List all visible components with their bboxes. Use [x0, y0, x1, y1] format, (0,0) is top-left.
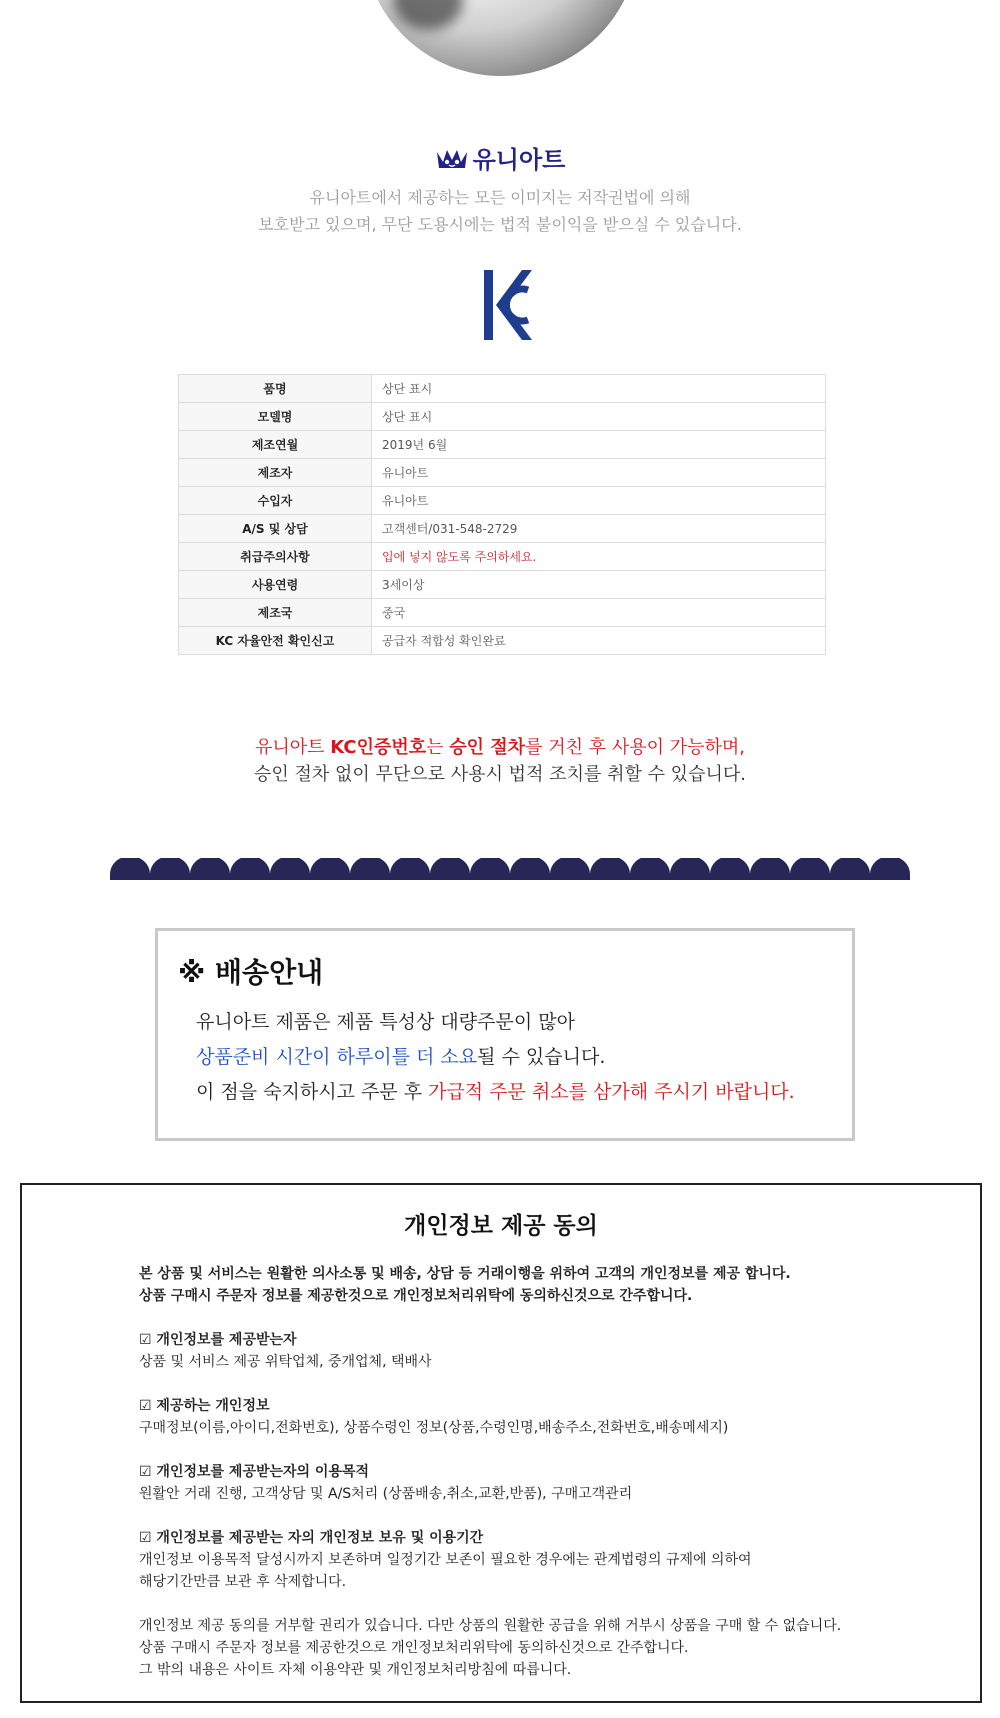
privacy-intro — [139, 1263, 841, 1307]
shipping-text — [196, 1005, 795, 1110]
section-line: 개인정보 이용목적 달성시까지 보존하며 일정기간 보존이 필요한 경우에는 관계법령의 규제에 의하여 — [139, 1552, 752, 1568]
shipping-text-part: 이 점을 숙지하시고 주문 후 — [196, 1081, 429, 1103]
spec-label: 수입자 — [179, 487, 372, 515]
kc-notice-text: 는 — [426, 737, 450, 758]
closing-line: 개인정보 제공 동의를 거부할 권리가 있습니다. 다만 상품의 원활한 공급을 위해 거부시 상품을 구매 할 수 없습니다. — [139, 1618, 842, 1634]
spec-value: 중국 — [372, 599, 826, 627]
kc-notice-text: KC인증번호 — [330, 737, 427, 758]
spec-label: 모델명 — [179, 403, 372, 431]
spec-label: 제조연월 — [179, 431, 372, 459]
section-heading: ☑ 제공하는 개인정보 — [139, 1398, 270, 1414]
kc-notice-line1 — [0, 734, 1000, 761]
brand-header — [0, 140, 1000, 176]
table-row — [179, 375, 826, 403]
spec-value: 유니아트 — [372, 487, 826, 515]
scallop-divider — [110, 858, 910, 880]
section-line: 해당기간만큼 보관 후 삭제합니다. — [139, 1574, 347, 1590]
kc-notice-text: 를 거친 후 사용이 가능하며, — [525, 737, 746, 758]
privacy-section-retention — [139, 1527, 841, 1593]
spec-label: KC 자율안전 확인신고 — [179, 627, 372, 655]
shipping-warning: 가급적 주문 취소를 삼가해 주시기 바랍니다. — [428, 1081, 795, 1103]
shipping-notice-box — [155, 928, 855, 1141]
privacy-section-items — [139, 1395, 841, 1439]
table-row — [179, 543, 826, 571]
spec-value: 2019년 6월 — [372, 431, 826, 459]
spec-value: 상단 표시 — [372, 375, 826, 403]
kc-notice-text: 승인 절차 — [449, 737, 526, 758]
section-heading: ☑ 개인정보를 제공받는자의 이용목적 — [139, 1464, 370, 1480]
section-line: 원활안 거래 진행, 고객상담 및 A/S처리 (상품배송,취소,교환,반품), 구매고객관리 — [139, 1486, 633, 1502]
spec-label: 제조자 — [179, 459, 372, 487]
spec-value: 공급자 적합성 확인완료 — [372, 627, 826, 655]
privacy-title: 개인정보 제공 동의 — [404, 1213, 598, 1239]
brand-name: 유니아트 — [472, 146, 566, 174]
table-row — [179, 627, 826, 655]
table-row — [179, 403, 826, 431]
shipping-highlight: 상품준비 시간이 하루이틀 더 소요 — [196, 1046, 478, 1068]
privacy-intro-line: 상품 구매시 주문자 정보를 제공한것으로 개인정보처리위탁에 동의하신것으로 간주합니다. — [139, 1288, 693, 1304]
table-row — [179, 515, 826, 543]
section-heading: ☑ 개인정보를 제공받는자 — [139, 1332, 297, 1348]
table-row — [179, 571, 826, 599]
spec-value: 유니아트 — [372, 459, 826, 487]
privacy-closing — [139, 1615, 841, 1681]
shipping-line: 유니아트 제품은 제품 특성상 대량주문이 많아 — [196, 1011, 575, 1033]
privacy-body — [139, 1263, 841, 1681]
table-row — [179, 487, 826, 515]
shipping-line — [196, 1040, 795, 1075]
product-photo-circle — [363, 0, 639, 76]
product-spec-table — [178, 374, 826, 655]
privacy-consent-box — [20, 1183, 982, 1703]
kc-notice-text: 유니아트 — [254, 737, 331, 758]
kc-usage-notice — [0, 734, 1000, 788]
spec-label: 제조국 — [179, 599, 372, 627]
copyright-notice — [0, 184, 1000, 238]
privacy-intro-line: 본 상품 및 서비스는 원활한 의사소통 및 배송, 상담 등 거래이행을 위하여 고객의 개인정보를 제공 합니다. — [139, 1266, 791, 1282]
table-row — [179, 459, 826, 487]
section-heading: ☑ 개인정보를 제공받는 자의 개인정보 보유 및 이용기간 — [139, 1530, 484, 1546]
copyright-line: 유니아트에서 제공하는 모든 이미지는 저작권법에 의해 — [309, 188, 691, 207]
kc-notice-line2: 승인 절차 없이 무단으로 사용시 법적 조치를 취할 수 있습니다. — [254, 764, 746, 785]
spec-label: 사용연령 — [179, 571, 372, 599]
spec-value: 상단 표시 — [372, 403, 826, 431]
shipping-text-part: 될 수 있습니다. — [477, 1046, 606, 1068]
table-row — [179, 431, 826, 459]
privacy-section-purpose — [139, 1461, 841, 1505]
table-row — [179, 599, 826, 627]
privacy-section-recipient — [139, 1329, 841, 1373]
shipping-title: ※ 배송안내 — [178, 956, 324, 989]
shipping-line — [196, 1075, 795, 1110]
closing-line: 그 밖의 내용은 사이트 자체 이용약관 및 개인정보처리방침에 따릅니다. — [139, 1662, 572, 1678]
spec-value: 3세이상 — [372, 571, 826, 599]
closing-line: 상품 구매시 주문자 정보를 제공한것으로 개인정보처리위탁에 동의하신것으로 간주합니다. — [139, 1640, 689, 1656]
crown-logo-icon — [435, 144, 469, 172]
spec-label: 취급주의사항 — [179, 543, 372, 571]
spec-value: 고객센터/031-548-2729 — [372, 515, 826, 543]
brand-logo — [435, 140, 566, 175]
copyright-line: 보호받고 있으며, 무단 도용시에는 법적 불이익을 받으실 수 있습니다. — [258, 215, 742, 234]
spec-label: A/S 및 상담 — [179, 515, 372, 543]
section-line: 구매정보(이름,아이디,전화번호), 상품수령인 정보(상품,수령인명,배송주소,전화번호,배송메세지) — [139, 1420, 729, 1436]
spec-label: 품명 — [179, 375, 372, 403]
kc-certification-icon — [482, 268, 532, 342]
spec-value-warning: 입에 넣지 않도록 주의하세요. — [372, 543, 826, 571]
section-line: 상품 및 서비스 제공 위탁업체, 중개업체, 택배사 — [139, 1354, 432, 1370]
